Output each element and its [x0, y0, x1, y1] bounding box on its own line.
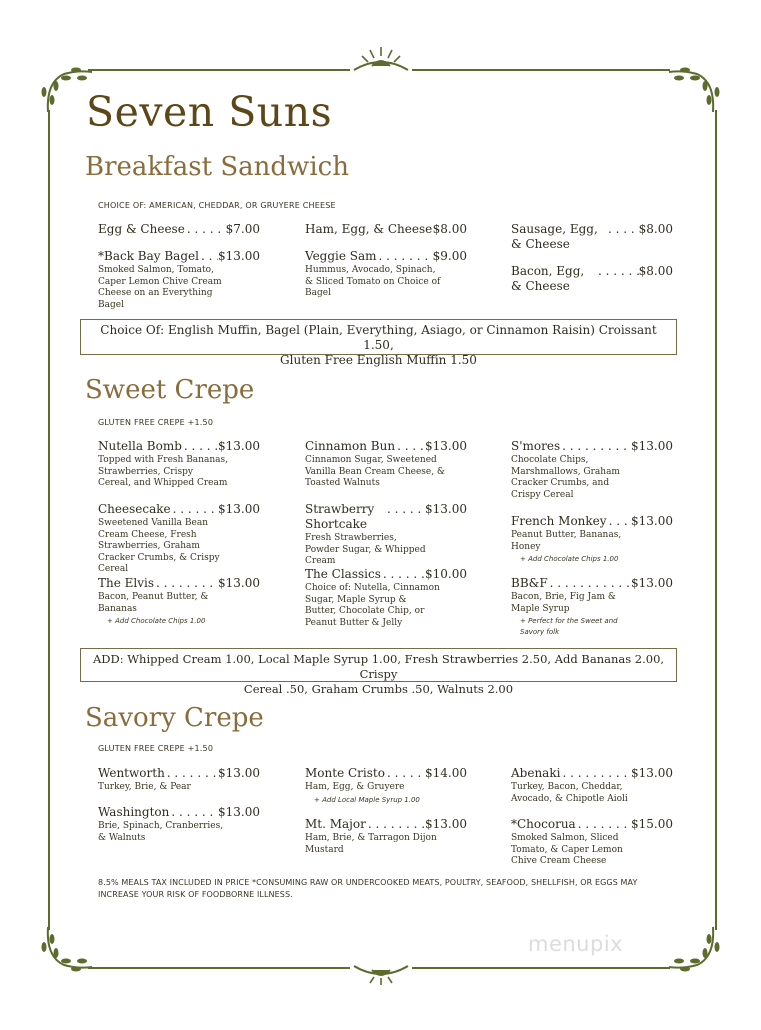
- bread-choice-box: Choice Of: English Muffin, Bagel (Plain, Everything, Asiago, or Cinnamon Raisin) Croissant 1.50, Gluten Free English Muffin 1.50: [80, 319, 677, 355]
- sun-ornament-bottom-icon: [350, 960, 412, 986]
- menu-item-egg-cheese: Egg & Cheese . . . $7.00: [98, 222, 260, 237]
- tax-disclaimer: 8.5% MEALS TAX INCLUDED IN PRICE *CONSUMING RAW OR UNDERCOOKED MEATS, POULTRY, SEAFOOD, SHELLFISH, OR EGGS MAY INCREASE YOUR RISK OF FOODBORNE ILLNESS.: [98, 878, 638, 899]
- breakfast-title: Breakfast Sandwich: [85, 152, 349, 182]
- frame-top-right: [412, 69, 670, 71]
- frame-right: [715, 110, 717, 930]
- vine-corner-top-right-icon: [667, 62, 723, 114]
- menu-item-mt-major: Mt. Major . . . $13.00 Ham, Brie, & Tarragon Dijon Mustard: [305, 817, 467, 856]
- frame-left: [48, 110, 50, 930]
- sweet-add-ons-box: ADD: Whipped Cream 1.00, Local Maple Syrup 1.00, Fresh Strawberries 2.50, Add Bananas 2.00, Crispy Cereal .50, Graham Crumbs .50, Walnuts 2.00: [80, 648, 677, 682]
- menu-item-bbf: BB&F . . . $13.00 Bacon, Brie, Fig Jam & Maple Syrup + Perfect for the Sweet and Savory folk: [511, 576, 673, 638]
- menu-item-cheesecake: Cheesecake . . . $13.00 Sweetened Vanilla Bean Cream Cheese, Fresh Strawberries, Graham Cracker Crumbs, & Crispy Cereal: [98, 502, 260, 576]
- menu-item-wentworth: Wentworth . . . $13.00 Turkey, Brie, & Pear: [98, 766, 260, 794]
- watermark-logo: menupix: [528, 932, 624, 956]
- menu-item-bacon-egg-cheese: Bacon, Egg, & Cheese . . . $8.00: [511, 264, 673, 294]
- sweet-crepe-title: Sweet Crepe: [85, 375, 255, 405]
- frame-bottom-right: [412, 967, 670, 969]
- frame-top-left: [88, 69, 350, 71]
- savory-crepe-note: GLUTEN FREE CREPE +1.50: [98, 744, 214, 753]
- frame-bottom-left: [88, 967, 350, 969]
- menu-item-smores: S'mores . . . $13.00 Chocolate Chips, Marshmallows, Graham Cracker Crumbs, and Crispy Cereal: [511, 439, 673, 501]
- menu-item-strawberry-shortcake: Strawberry Shortcake . . . $13.00 Fresh Strawberries, Powder Sugar, & Whipped Cream: [305, 502, 467, 568]
- menu-item-cinnamon-bun: Cinnamon Bun . . . $13.00 Cinnamon Sugar, Sweetened Vanilla Bean Cream Cheese, & Toasted Walnuts: [305, 439, 467, 490]
- breakfast-note: CHOICE OF: AMERICAN, CHEDDAR, OR GRUYERE CHEESE: [98, 201, 336, 210]
- menu-item-nutella-bomb: Nutella Bomb . . . $13.00 Topped with Fresh Bananas, Strawberries, Crispy Cereal, and Whipped Cream: [98, 439, 260, 490]
- menu-item-monte-cristo: Monte Cristo . . . $14.00 Ham, Egg, & Gruyere + Add Local Maple Syrup 1.00: [305, 766, 467, 806]
- vine-corner-bottom-right-icon: [667, 925, 723, 977]
- menu-item-ham-egg-cheese: Ham, Egg, & Cheese $8.00: [305, 222, 467, 236]
- menu-item-french-monkey: French Monkey . . . $13.00 Peanut Butter, Bananas, Honey + Add Chocolate Chips 1.00: [511, 514, 673, 565]
- vine-corner-bottom-left-icon: [38, 925, 94, 977]
- menu-item-back-bay-bagel: *Back Bay Bagel . . . $13.00 Smoked Salmon, Tomato, Caper Lemon Chive Cream Cheese on an Everything Bagel: [98, 249, 260, 311]
- savory-crepe-title: Savory Crepe: [85, 703, 264, 733]
- sweet-crepe-note: GLUTEN FREE CREPE +1.50: [98, 418, 214, 427]
- sun-ornament-top-icon: [350, 44, 412, 76]
- menu-item-the-elvis: The Elvis . . . $13.00 Bacon, Peanut Butter, & Bananas + Add Chocolate Chips 1.00: [98, 576, 260, 627]
- menu-item-abenaki: Abenaki . . . $13.00 Turkey, Bacon, Cheddar, Avocado, & Chipotle Aioli: [511, 766, 673, 805]
- menu-item-washington: Washington . . . $13.00 Brie, Spinach, Cranberries, & Walnuts: [98, 805, 260, 844]
- menu-item-veggie-sam: Veggie Sam . . . $9.00 Hummus, Avocado, Spinach, & Sliced Tomato on Choice of Bagel: [305, 249, 467, 300]
- restaurant-name: Seven Suns: [86, 88, 333, 136]
- menu-item-sausage-egg-cheese: Sausage, Egg, & Cheese . . . $8.00: [511, 222, 673, 252]
- menu-item-chocorua: *Chocorua . . . $15.00 Smoked Salmon, Sliced Tomato, & Caper Lemon Chive Cream Cheese: [511, 817, 673, 868]
- menu-item-the-classics: The Classics . . . $10.00 Choice of: Nutella, Cinnamon Sugar, Maple Syrup & Butter, Chocolate Chip, or Peanut Butter & Jelly: [305, 567, 467, 629]
